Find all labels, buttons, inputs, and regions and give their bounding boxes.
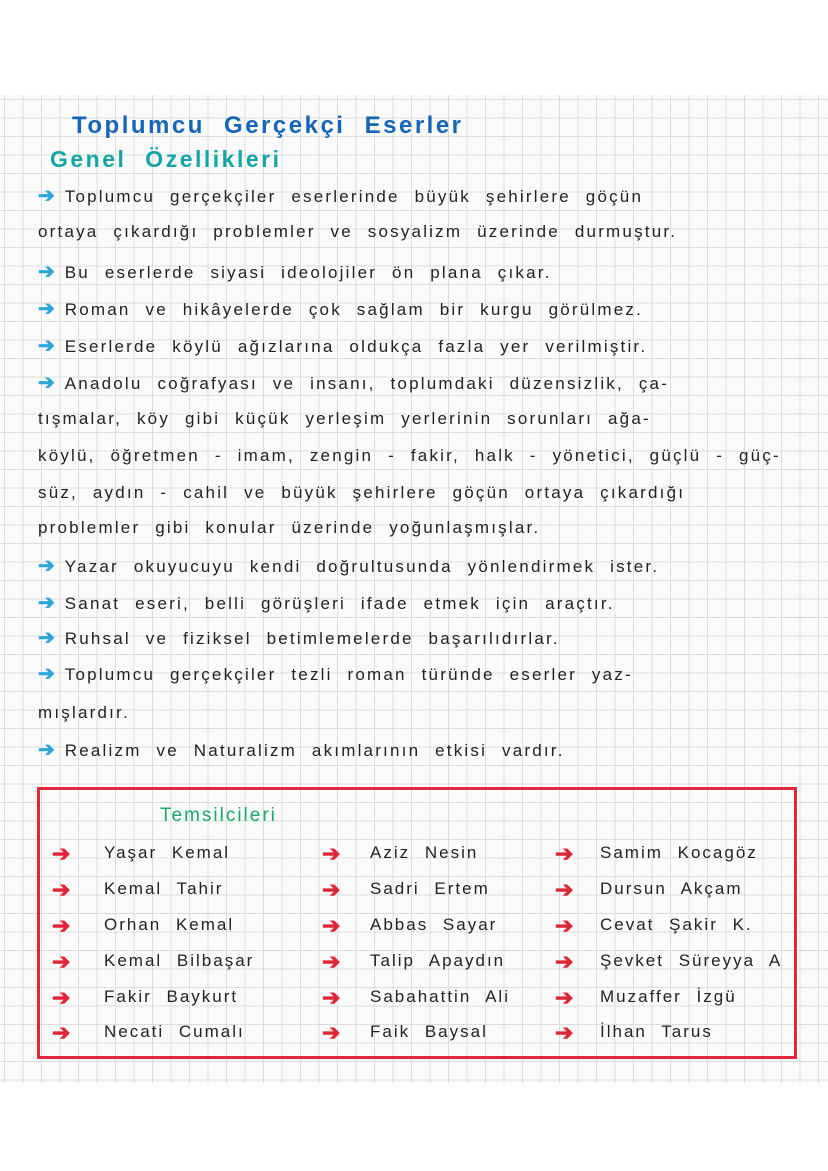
list-item bbox=[38, 661, 633, 686]
list-item-text: tışmalar, köy gibi küçük yerleşim yerlerinin sorunları ağa- bbox=[38, 409, 651, 428]
list-item bbox=[38, 259, 552, 284]
list-item-text: Anadolu coğrafyası ve insanı, toplumdaki düzensizlik, ça- bbox=[64, 374, 670, 393]
list-item bbox=[38, 333, 647, 358]
list-item bbox=[38, 737, 565, 762]
arrow-right-icon: ➔ bbox=[555, 985, 574, 1010]
representative-name: Cevat Şakir K. bbox=[600, 915, 753, 934]
arrow-right-icon: ➔ bbox=[38, 372, 55, 394]
page-title: Toplumcu Gerçekçi Eserler bbox=[72, 112, 464, 139]
list-item bbox=[38, 625, 560, 650]
representative-name: Abbas Sayar bbox=[370, 915, 498, 934]
list-item bbox=[38, 518, 540, 538]
list-item bbox=[38, 296, 643, 321]
arrow-right-icon: ➔ bbox=[322, 841, 341, 866]
list-item-text: Eserlerde köylü ağızlarına oldukça fazla yer verilmiştir. bbox=[64, 337, 648, 356]
representative-name: Sabahattin Ali bbox=[370, 987, 510, 1006]
representative-name: Necati Cumalı bbox=[104, 1022, 245, 1041]
arrow-right-icon: ➔ bbox=[38, 335, 55, 357]
arrow-right-icon: ➔ bbox=[38, 592, 55, 614]
arrow-right-icon: ➔ bbox=[38, 627, 55, 649]
arrow-right-icon: ➔ bbox=[38, 298, 55, 320]
arrow-right-icon: ➔ bbox=[38, 739, 55, 761]
representative-name: Orhan Kemal bbox=[104, 915, 235, 934]
arrow-right-icon: ➔ bbox=[52, 913, 71, 938]
list-item bbox=[38, 446, 781, 466]
list-item bbox=[38, 590, 615, 615]
list-item-text: köylü, öğretmen - imam, zengin - fakir, halk - yönetici, güçlü - güç- bbox=[38, 446, 781, 465]
arrow-right-icon: ➔ bbox=[52, 949, 71, 974]
representatives-heading: Temsilcileri bbox=[160, 805, 277, 826]
arrow-right-icon: ➔ bbox=[52, 841, 71, 866]
representative-name: Kemal Bilbaşar bbox=[104, 951, 255, 970]
list-item-text: Toplumcu gerçekçiler tezli roman türünde eserler yaz- bbox=[64, 665, 633, 684]
arrow-right-icon: ➔ bbox=[322, 877, 341, 902]
arrow-right-icon: ➔ bbox=[322, 1020, 341, 1045]
representative-name: Muzaffer İzgü bbox=[600, 987, 737, 1006]
arrow-right-icon: ➔ bbox=[555, 913, 574, 938]
arrow-right-icon: ➔ bbox=[322, 949, 341, 974]
arrow-right-icon: ➔ bbox=[322, 985, 341, 1010]
representative-name: Dursun Akçam bbox=[600, 879, 743, 898]
list-item bbox=[38, 409, 651, 429]
list-item-text: Toplumcu gerçekçiler eserlerinde büyük şehirlere göçün bbox=[64, 187, 644, 206]
list-item-text: mışlardır. bbox=[38, 703, 130, 722]
list-item-text: Realizm ve Naturalizm akımlarının etkisi vardır. bbox=[64, 741, 565, 760]
representative-name: Yaşar Kemal bbox=[104, 843, 231, 862]
list-item-text: Yazar okuyucuyu kendi doğrultusunda yönlendirmek ister. bbox=[64, 557, 660, 576]
arrow-right-icon: ➔ bbox=[38, 185, 55, 207]
list-item-text: ortaya çıkardığı problemler ve sosyalizm üzerinde durmuştur. bbox=[38, 222, 678, 241]
representative-name: Fakir Baykurt bbox=[104, 987, 239, 1006]
arrow-right-icon: ➔ bbox=[52, 877, 71, 902]
representative-name: İlhan Tarus bbox=[600, 1022, 713, 1041]
list-item-text: Bu eserlerde siyasi ideolojiler ön plana çıkar. bbox=[64, 263, 552, 282]
list-item-text: Roman ve hikâyelerde çok sağlam bir kurgu görülmez. bbox=[64, 300, 644, 319]
list-item-text: Sanat eseri, belli görüşleri ifade etmek için araçtır. bbox=[64, 594, 615, 613]
section-subtitle: Genel Özellikleri bbox=[50, 146, 282, 172]
arrow-right-icon: ➔ bbox=[555, 877, 574, 902]
list-item-text: Ruhsal ve fiziksel betimlemelerde başarılıdırlar. bbox=[64, 629, 560, 648]
representative-name: Aziz Nesin bbox=[370, 843, 479, 862]
list-item-text: problemler gibi konular üzerinde yoğunlaşmışlar. bbox=[38, 518, 541, 537]
arrow-right-icon: ➔ bbox=[52, 1020, 71, 1045]
arrow-right-icon: ➔ bbox=[555, 841, 574, 866]
representative-name: Faik Baysal bbox=[370, 1022, 488, 1041]
representative-name: Şevket Süreyya A bbox=[600, 951, 783, 970]
arrow-right-icon: ➔ bbox=[322, 913, 341, 938]
list-item bbox=[38, 370, 669, 395]
arrow-right-icon: ➔ bbox=[555, 949, 574, 974]
list-item bbox=[38, 553, 659, 578]
arrow-right-icon: ➔ bbox=[52, 985, 71, 1010]
list-item-text: süz, aydın - cahil ve büyük şehirlere göçün ortaya çıkardığı bbox=[38, 483, 686, 502]
representative-name: Samim Kocagöz bbox=[600, 843, 758, 862]
arrow-right-icon: ➔ bbox=[38, 261, 55, 283]
representative-name: Sadri Ertem bbox=[370, 879, 490, 898]
list-item bbox=[38, 222, 677, 242]
representative-name: Talip Apaydın bbox=[370, 951, 506, 970]
arrow-right-icon: ➔ bbox=[555, 1020, 574, 1045]
list-item bbox=[38, 483, 685, 503]
list-item bbox=[38, 703, 130, 723]
representative-name: Kemal Tahir bbox=[104, 879, 224, 898]
arrow-right-icon: ➔ bbox=[38, 555, 55, 577]
arrow-right-icon: ➔ bbox=[38, 663, 55, 685]
list-item bbox=[38, 183, 643, 208]
